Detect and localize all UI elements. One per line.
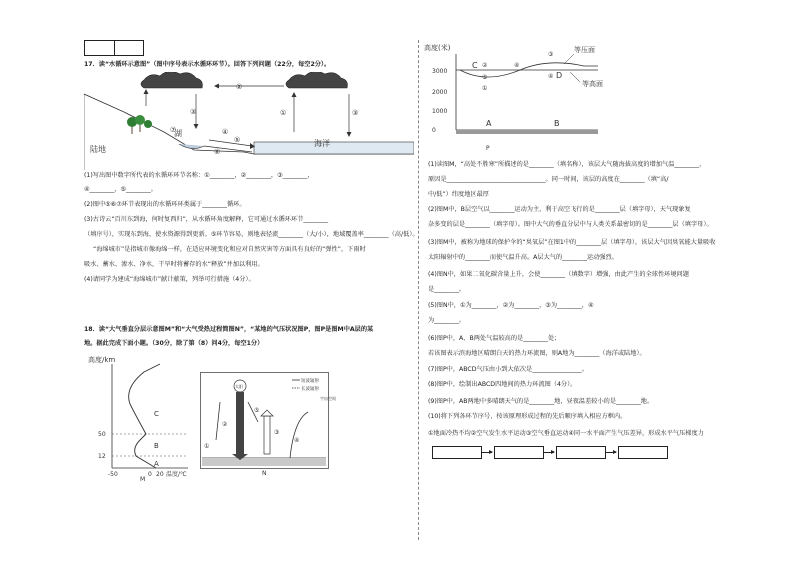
svg-text:1000: 1000: [432, 108, 448, 115]
right-line-4: (2)图M中，B层空气以________运动为主，利于高空飞行的是________层（填字母），天气现象复: [428, 206, 691, 213]
q18-intro-1: 18．读“大气垂直分层示意图M”和“大气受热过程简图N”，“某地的气压状况图P，图P是图M中A层的某: [84, 326, 374, 333]
right-line-3: 中/低”）纬度地区最厚: [428, 191, 489, 198]
svg-text:字宙空间: 字宙空间: [320, 396, 336, 401]
right-line-10: (5)图N中，①为________，②为________，③为________，④: [428, 302, 594, 309]
svg-text:50: 50: [98, 431, 106, 438]
svg-text:P: P: [486, 145, 490, 152]
svg-text:③: ③: [352, 109, 359, 117]
svg-text:温度/℃: 温度/℃: [166, 471, 187, 478]
svg-text:C: C: [154, 410, 159, 418]
q18-intro-2: 地。据此完成下面小题。（30分，除了第（8）问4分，每空1分）: [84, 340, 264, 347]
svg-text:陆地: 陆地: [90, 145, 106, 154]
svg-text:3000: 3000: [432, 68, 448, 75]
svg-text:C: C: [472, 61, 478, 70]
q17-line-5: （填序号），实现东到海，使水资源得到更新。⑤环节容易，则地表径流________（大/小），地域覆盖率________（高/低）。: [84, 231, 419, 238]
right-line-15: (8)图P中，绘制出ABCD四地间的热力环流图（4分）。: [428, 381, 577, 388]
svg-text:湖: 湖: [174, 129, 182, 138]
right-line-13: 若该图表示滨海地区晴朗白天的热力环流图，则A地为________（海洋或陆地）。: [428, 350, 646, 357]
svg-text:0: 0: [148, 471, 152, 478]
svg-text:海洋: 海洋: [314, 139, 330, 148]
order-answer-box-2[interactable]: [494, 446, 544, 459]
score-box: [84, 40, 144, 56]
right-line-6: (3)图M中，被称为地球的保护伞的“臭氧层”在图1中的________层（填字母），该层大气因臭氧能大量吸收: [428, 239, 716, 246]
right-line-18: ①地面冷热不均②空气发生水平运动③空气垂直运动④同一水平面产生气压差异，形成水平气压梯度力: [428, 430, 704, 437]
svg-text:长波辐射: 长波辐射: [301, 387, 319, 392]
svg-text:⑥: ⑥: [214, 148, 221, 156]
order-answer-box-4[interactable]: [618, 446, 668, 459]
chart-p-ylabel: 高度(米): [424, 44, 451, 52]
svg-text:④: ④: [514, 62, 520, 69]
svg-text:D: D: [556, 71, 563, 80]
right-line-12: (6)图P中，A、B两处气温较高的是________处；: [428, 335, 561, 342]
order-answer-box-1[interactable]: [432, 446, 482, 459]
right-line-16: (9)图P中，AB两地中多晴朗天气的是________地，昼夜温差较小的是________地。: [428, 398, 654, 405]
chart-p-pressure: [424, 40, 624, 152]
svg-text:B: B: [554, 119, 560, 128]
right-line-17: (10)将下列各环节序号，按该原理形成过程的先后顺序填入相应方框内。: [428, 413, 627, 420]
svg-text:⑤: ⑤: [482, 74, 488, 81]
svg-text:②: ②: [236, 83, 243, 91]
svg-text:20: 20: [156, 471, 164, 478]
right-line-1: (1)读图M，“高处不胜寒”所描述的是________（填名称），该层大气随海拔高度的增加气温________，: [428, 161, 706, 168]
svg-text:⑤: ⑤: [254, 407, 260, 414]
q17-line-3: (2)图中⑤⑥⑦环节表现出的水循环环类属于________循环。: [84, 201, 246, 208]
svg-text:短波辐射: 短波辐射: [301, 379, 319, 384]
order-answer-box-3[interactable]: [556, 446, 606, 459]
right-line-2: 原因是________________________________。同一时间，该层的高度在________（填“高/: [428, 176, 669, 183]
svg-text:①: ①: [280, 109, 287, 117]
svg-text:等压面: 等压面: [574, 46, 595, 54]
right-line-14: (7)图P中，ABCD气压由小到大依次是________________。: [428, 366, 588, 373]
column-divider: [418, 40, 419, 540]
svg-text:2000: 2000: [432, 89, 448, 96]
q17-intro: 17．读“水循环示意图”（图中序号表示水循环环节）。回答下列问题（22分，每空2分）。: [84, 61, 331, 68]
svg-text:太阳: 太阳: [235, 384, 243, 389]
q17-line-8: (4)请同学为建成“海绵城市”献计献策，列举可行措施（4分）。: [84, 276, 255, 283]
svg-text:M: M: [140, 476, 146, 482]
chart-m-atmosphere: [84, 352, 194, 482]
svg-text:⑦: ⑦: [170, 126, 177, 134]
svg-text:②: ②: [482, 62, 488, 69]
svg-text:12: 12: [98, 453, 106, 460]
q17-line-2: ④________，⑤________。: [84, 186, 157, 193]
order-arrow-2: [544, 452, 554, 453]
water-cycle-diagram: [84, 72, 414, 170]
svg-text:B: B: [154, 442, 159, 450]
chart-n-heating: [200, 372, 340, 476]
svg-text:④: ④: [222, 128, 229, 136]
svg-text:A: A: [486, 119, 492, 128]
svg-text:①: ①: [482, 85, 488, 92]
svg-text:③: ③: [274, 429, 280, 436]
right-line-8: (4)图N中，如果二氧化碳含量上升，会使________（填数字）增强，由此产生的全球性环境问题: [428, 271, 689, 278]
svg-text:等高面: 等高面: [582, 80, 603, 88]
svg-text:①: ①: [204, 443, 210, 450]
q17-line-6: “海绵城市”是指城市像海绵一样，在适应环境变化和应对自然灾害等方面具有良好的“弹性”，下雨时: [93, 246, 366, 253]
order-arrow-3: [606, 452, 616, 453]
svg-text:④: ④: [294, 437, 300, 444]
q17-line-4: (3)古诗云“百川东到海，何时复西归”，从水循环角度解释，它可通过水循环环节________: [84, 216, 329, 223]
right-line-11: 为________。: [428, 317, 466, 324]
chart-m-ylabel: 高度/km: [88, 356, 116, 364]
svg-text:A: A: [154, 460, 159, 468]
right-line-5: 杂多变的层是________（填字母）。图中大气的垂直分层中与人类关系最密切的是________层（填字母）。: [428, 221, 713, 228]
svg-text:N: N: [262, 470, 267, 476]
svg-text:-50: -50: [108, 471, 118, 478]
q17-line-1: (1)写出图中数字所代表的水循环环节名称：①________，②________，③________，: [84, 172, 314, 179]
order-arrow-1: [482, 452, 492, 453]
svg-text:②: ②: [222, 421, 228, 428]
svg-text:③: ③: [190, 108, 197, 116]
svg-text:③: ③: [548, 51, 554, 58]
q17-line-7: 吸水、蓄水、渗水、净水，干旱时将蓄存的水“释放”并加以利用。: [84, 261, 264, 268]
svg-text:④: ④: [548, 73, 554, 80]
right-line-9: 是________。: [428, 286, 466, 293]
svg-text:⑤: ⑤: [234, 136, 241, 144]
svg-text:0: 0: [432, 127, 436, 134]
right-line-7: 太阳辐射中的________而使气温升高。A层大气的________运动强烈。: [428, 254, 618, 261]
